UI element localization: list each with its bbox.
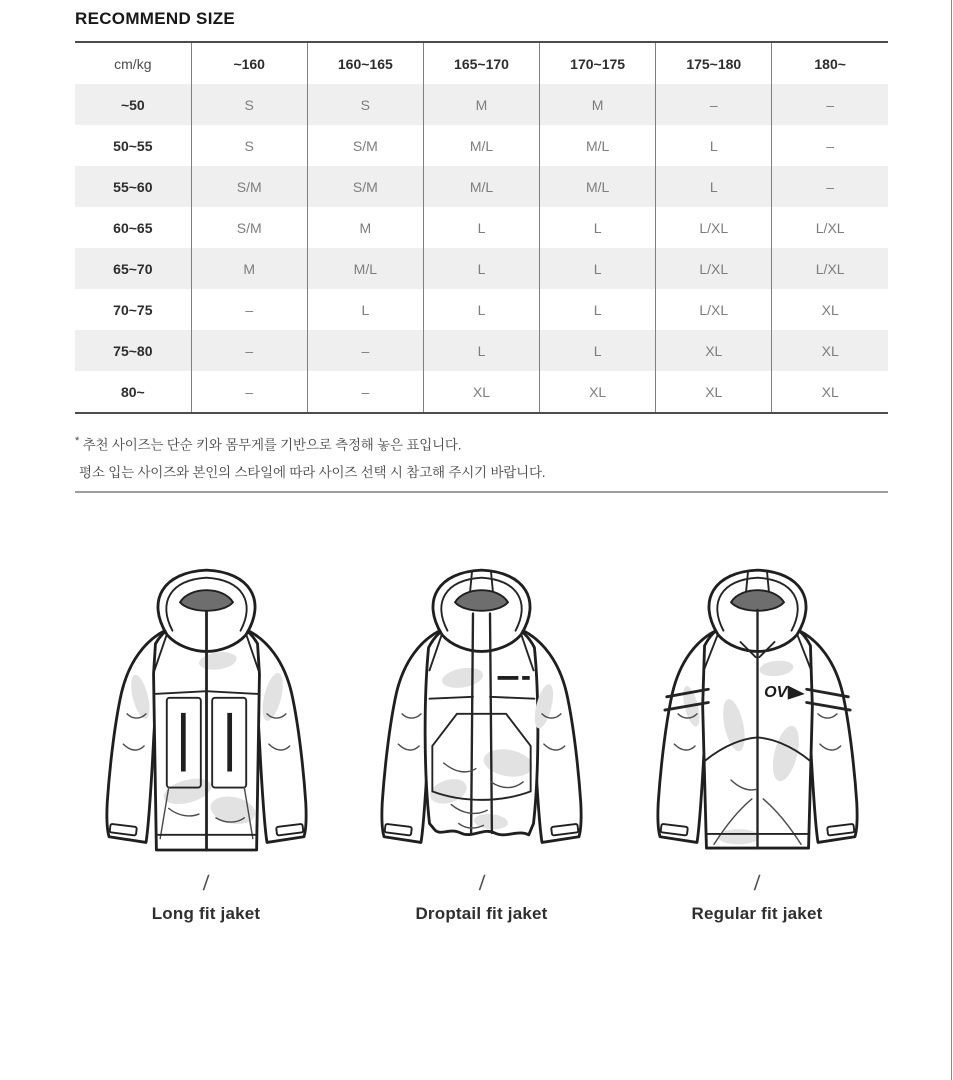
row-label: 80~ [120,383,145,400]
column-header: 180~ [772,42,888,84]
fit-label-regular: Regular fit jaket [691,903,823,923]
size-cell: L [540,248,656,289]
footnote-line-1: 추천 사이즈는 단순 키와 몸무게를 기반으로 측정해 놓은 표입니다. [82,437,462,453]
page-edge-line [951,0,952,1080]
header-row [75,42,888,84]
size-cell: L/XL [656,248,772,289]
size-cell: L [423,207,539,248]
size-cell: – [772,166,888,207]
size-cell: L/XL [656,207,772,248]
fit-guide [75,555,888,924]
size-cell: XL [656,330,772,371]
table-row [75,207,888,248]
row-label: 70~75 [113,301,153,318]
pointer-slash: / [477,871,486,895]
size-cell: M/L [540,125,656,166]
size-cell: S [191,125,307,166]
droptail-fit-jacket-illustration [349,555,614,867]
size-cell: – [191,371,307,413]
row-label: 75~80 [113,342,153,359]
footnote [75,428,888,486]
fit-item-long [75,555,337,924]
size-cell: XL [540,371,656,413]
fit-item-regular [626,555,888,924]
size-cell: M/L [307,248,423,289]
footnote-marker: * [75,435,80,447]
fit-item-droptail [351,555,613,924]
table-row [75,166,888,207]
table-row [75,289,888,330]
size-cell: L [423,248,539,289]
pointer-slash: / [202,871,210,895]
size-cell: – [191,330,307,371]
size-cell: L [423,289,539,330]
size-table-header [75,42,888,84]
size-cell: L [423,330,539,371]
column-header: 170~175 [540,42,656,84]
row-label: 50~55 [113,137,153,154]
size-cell: S [307,84,423,125]
row-label: 55~60 [113,178,153,195]
size-cell: S/M [191,207,307,248]
fit-label-long: Long fit jaket [151,903,261,923]
size-cell: M/L [540,166,656,207]
size-cell: XL [656,371,772,413]
table-row [75,371,888,413]
size-cell: XL [772,289,888,330]
size-cell: L [656,125,772,166]
size-cell: M/L [423,125,539,166]
size-cell: S/M [307,166,423,207]
corner-header: cm/kg [114,55,152,72]
size-cell: M [540,84,656,125]
footnote-line-2: 평소 입는 사이즈와 본인의 스타일에 따라 사이즈 선택 시 참고해 주시기 바랍니다. [79,464,546,480]
size-cell: L/XL [772,207,888,248]
size-cell: – [307,371,423,413]
long-fit-jacket-illustration [74,555,339,867]
pointer-slash: / [753,871,761,895]
column-header: 175~180 [656,42,772,84]
fit-label-droptail: Droptail fit jaket [415,903,548,923]
table-row [75,248,888,289]
regular-fit-jacket-illustration [625,555,890,867]
size-table-body [75,84,888,413]
logo-text: OV [763,682,787,701]
table-row [75,125,888,166]
size-cell: S/M [191,166,307,207]
size-cell: M [307,207,423,248]
table-row [75,330,888,371]
column-header: 165~170 [423,42,539,84]
page-title: RECOMMEND SIZE [75,9,236,28]
size-cell: L [540,289,656,330]
brand-mark [498,676,530,680]
size-cell: L/XL [656,289,772,330]
size-cell: XL [423,371,539,413]
size-cell: M [191,248,307,289]
size-cell: L [540,330,656,371]
size-cell: S/M [307,125,423,166]
size-table [75,41,888,414]
size-cell: XL [772,371,888,413]
size-cell: L [656,166,772,207]
size-cell: L [540,207,656,248]
size-cell: M [423,84,539,125]
size-cell: – [191,289,307,330]
size-cell: – [307,330,423,371]
size-cell: L [307,289,423,330]
size-cell: – [656,84,772,125]
size-cell: XL [772,330,888,371]
column-header: ~160 [191,42,307,84]
row-label: 60~65 [113,219,153,236]
size-cell: – [772,125,888,166]
size-cell: M/L [423,166,539,207]
row-label: ~50 [120,96,145,113]
size-cell: S [191,84,307,125]
row-label: 65~70 [113,260,153,277]
size-cell: – [772,84,888,125]
size-cell: L/XL [772,248,888,289]
column-header: 160~165 [307,42,423,84]
section-divider [75,491,888,493]
table-row [75,84,888,125]
